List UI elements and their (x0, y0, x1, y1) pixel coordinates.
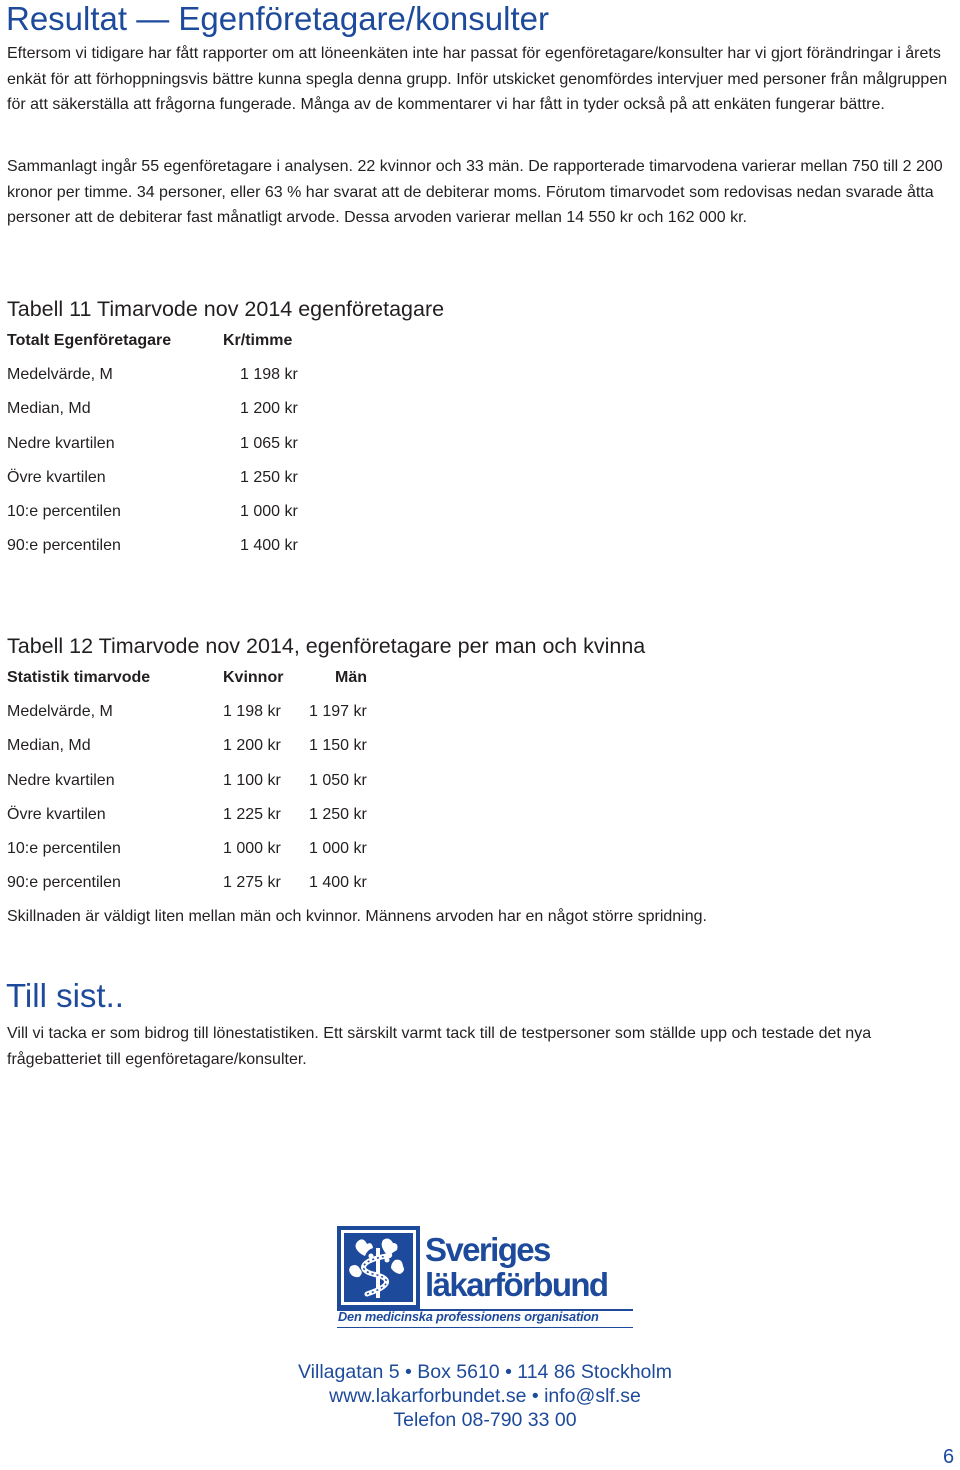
table-row (7, 358, 298, 392)
footer-web-contact: www.lakarforbundet.se • info@slf.se (329, 1385, 641, 1407)
oak-serpent-emblem-icon (337, 1226, 420, 1309)
table-11-title: Tabell 11 Timarvode nov 2014 egenföretagare (7, 297, 445, 321)
value-cell-man: 1 197 kr (309, 703, 367, 721)
table-row (7, 695, 367, 729)
value-cell: 1 250 kr (240, 468, 298, 486)
table-11 (7, 324, 298, 563)
row-label: Övre kvartilen (7, 468, 106, 486)
footer-phone: Telefon 08-790 33 00 (393, 1409, 577, 1431)
table-12-title: Tabell 12 Timarvode nov 2014, egenföretagare per man och kvinna (7, 634, 646, 658)
footer-address: Villagatan 5 • Box 5610 • 114 86 Stockholm (298, 1361, 672, 1383)
row-label: Median, Md (7, 737, 91, 755)
table-header-cell: Kr/timme (223, 332, 293, 350)
row-label: Median, Md (7, 400, 91, 418)
table-row (7, 392, 298, 426)
value-cell-kvinnor: 1 000 kr (223, 840, 281, 858)
logo-name-line-1: Sveriges (425, 1231, 550, 1268)
value-cell-man: 1 150 kr (309, 737, 367, 755)
table-row (7, 427, 298, 461)
table-header-row (7, 324, 298, 358)
intro-paragraph-1: Eftersom vi tidigare har fått rapporter om att löneenkäten inte har passat för egenföretagare/konsulter har vi gjort förändringar i årets enkät för att förhoppningsvis bättre kunna spegla denna grupp. Inför utskicket genomfördes intervjuer med personer från målgruppen för att säkerställa att frågorna fungerade. Många av de kommentarer vi har fått in tyder också på att enkäten fungerar bättre. (7, 45, 948, 114)
table-row (7, 764, 367, 798)
value-cell-man: 1 400 kr (309, 874, 367, 892)
value-cell-kvinnor: 1 100 kr (223, 771, 281, 789)
row-label: 90:e percentilen (7, 874, 121, 892)
value-cell: 1 200 kr (240, 400, 298, 418)
table-row (7, 866, 367, 900)
logo-bottom-divider (337, 1327, 633, 1328)
table-12-note: Skillnaden är väldigt liten mellan män och kvinnor. Männens arvoden har en något större spridning. (7, 908, 707, 925)
value-cell: 1 198 kr (240, 366, 298, 384)
value-cell-kvinnor: 1 200 kr (223, 737, 281, 755)
table-header-cell: Statistik timarvode (7, 669, 151, 687)
value-cell: 1 000 kr (240, 503, 298, 521)
table-row (7, 461, 298, 495)
value-cell-kvinnor: 1 198 kr (223, 703, 281, 721)
closing-paragraph: Vill vi tacka er som bidrog till lönestatistiken. Ett särskilt varmt tack till de testpersoner som ställde upp och testade det nya frågebatteriet till egenföretagare/konsulter. (7, 1025, 872, 1068)
value-cell-man: 1 000 kr (309, 840, 367, 858)
intro-paragraph-2: Sammanlagt ingår 55 egenföretagare i analysen. 22 kvinnor och 33 män. De rapporterade timarvodena varierar mellan 750 till 2 200 kronor per timme. 34 personer, eller 63 % har svarat att de debiterar moms. Förutom timarvodet som redovisas nedan svarade åtta personer att de debiterar fast månatligt arvode. Dessa arvoden varierar mellan 14 550 kr och 162 000 kr. (7, 158, 943, 227)
table-12 (7, 661, 367, 900)
table-row (7, 729, 367, 763)
logo-tagline: Den medicinska professionens organisation (338, 1309, 599, 1324)
row-label: Övre kvartilen (7, 805, 106, 823)
row-label: Medelvärde, M (7, 703, 113, 721)
value-cell: 1 400 kr (240, 537, 298, 555)
row-label: Nedre kvartilen (7, 771, 115, 789)
page-number: 6 (943, 1446, 955, 1468)
closing-heading: Till sist.. (6, 977, 124, 1014)
table-header-cell: Män (335, 669, 367, 687)
value-cell-kvinnor: 1 275 kr (223, 874, 281, 892)
value-cell-man: 1 050 kr (309, 771, 367, 789)
row-label: Nedre kvartilen (7, 434, 115, 452)
row-label: 10:e percentilen (7, 503, 121, 521)
table-header-cell: Kvinnor (223, 669, 284, 687)
table-header-row (7, 661, 367, 695)
table-row (7, 798, 367, 832)
value-cell-kvinnor: 1 225 kr (223, 805, 281, 823)
table-row (7, 495, 298, 529)
row-label: Medelvärde, M (7, 366, 113, 384)
page-title: Resultat — Egenföretagare/konsulter (6, 0, 549, 37)
table-row (7, 832, 367, 866)
table-header-cell: Totalt Egenföretagare (7, 332, 172, 350)
row-label: 90:e percentilen (7, 537, 121, 555)
value-cell-man: 1 250 kr (309, 805, 367, 823)
row-label: 10:e percentilen (7, 840, 121, 858)
table-row (7, 529, 298, 563)
logo-wordmark (425, 1232, 608, 1302)
logo-name-line-2: läkarförbund (425, 1266, 608, 1303)
value-cell: 1 065 kr (240, 434, 298, 452)
